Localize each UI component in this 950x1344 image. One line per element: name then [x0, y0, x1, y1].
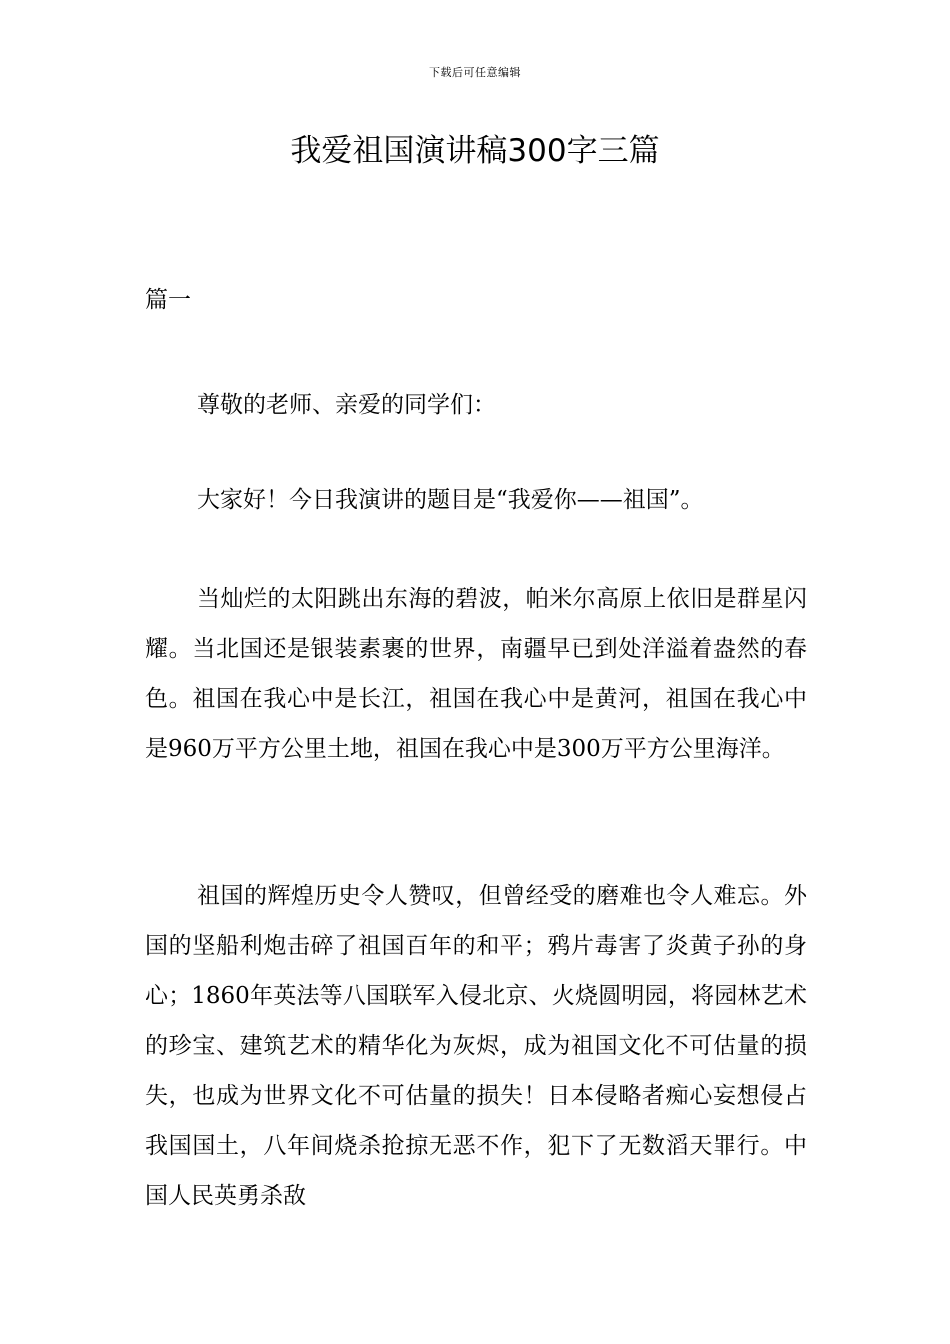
header-note: 下载后可任意编辑 [429, 66, 521, 79]
paragraph-body: 当灿烂的太阳跳出东海的碧波，帕米尔高原上依旧是群星闪耀。当北国还是银装素裹的世界，南疆早已到处洋溢着盎然的春色。祖国在我心中是长江，祖国在我心中是黄河，祖国在我心中是960万平方公里土地，祖国在我心中是300万平方公里海洋。 [145, 586, 807, 762]
paragraph-greeting: 大家好！今日我演讲的题目是“我爱你——祖国”。 [197, 487, 704, 513]
document-title: 我爱祖国演讲稿300字三篇 [290, 133, 660, 169]
section-title: 篇一 [145, 287, 191, 313]
paragraph-body: 祖国的辉煌历史令人赞叹，但曾经受的磨难也令人难忘。外国的坚船利炮击碎了祖国百年的和平；鸦片毒害了炎黄子孙的身心；1860年英法等八国联军入侵北京、火烧圆明园，将园林艺术的珍宝、建筑艺术的精华化为灰烬，成为祖国文化不可估量的损失，也成为世界文化不可估量的损失！日本侵略者痴心妄想侵占我国国土，八年间烧杀抢掠无恶不作，犯下了无数滔天罪行。中国人民英勇杀敌 [145, 883, 807, 1209]
paragraph-salutation: 尊敬的老师、亲爱的同学们： [197, 392, 496, 418]
